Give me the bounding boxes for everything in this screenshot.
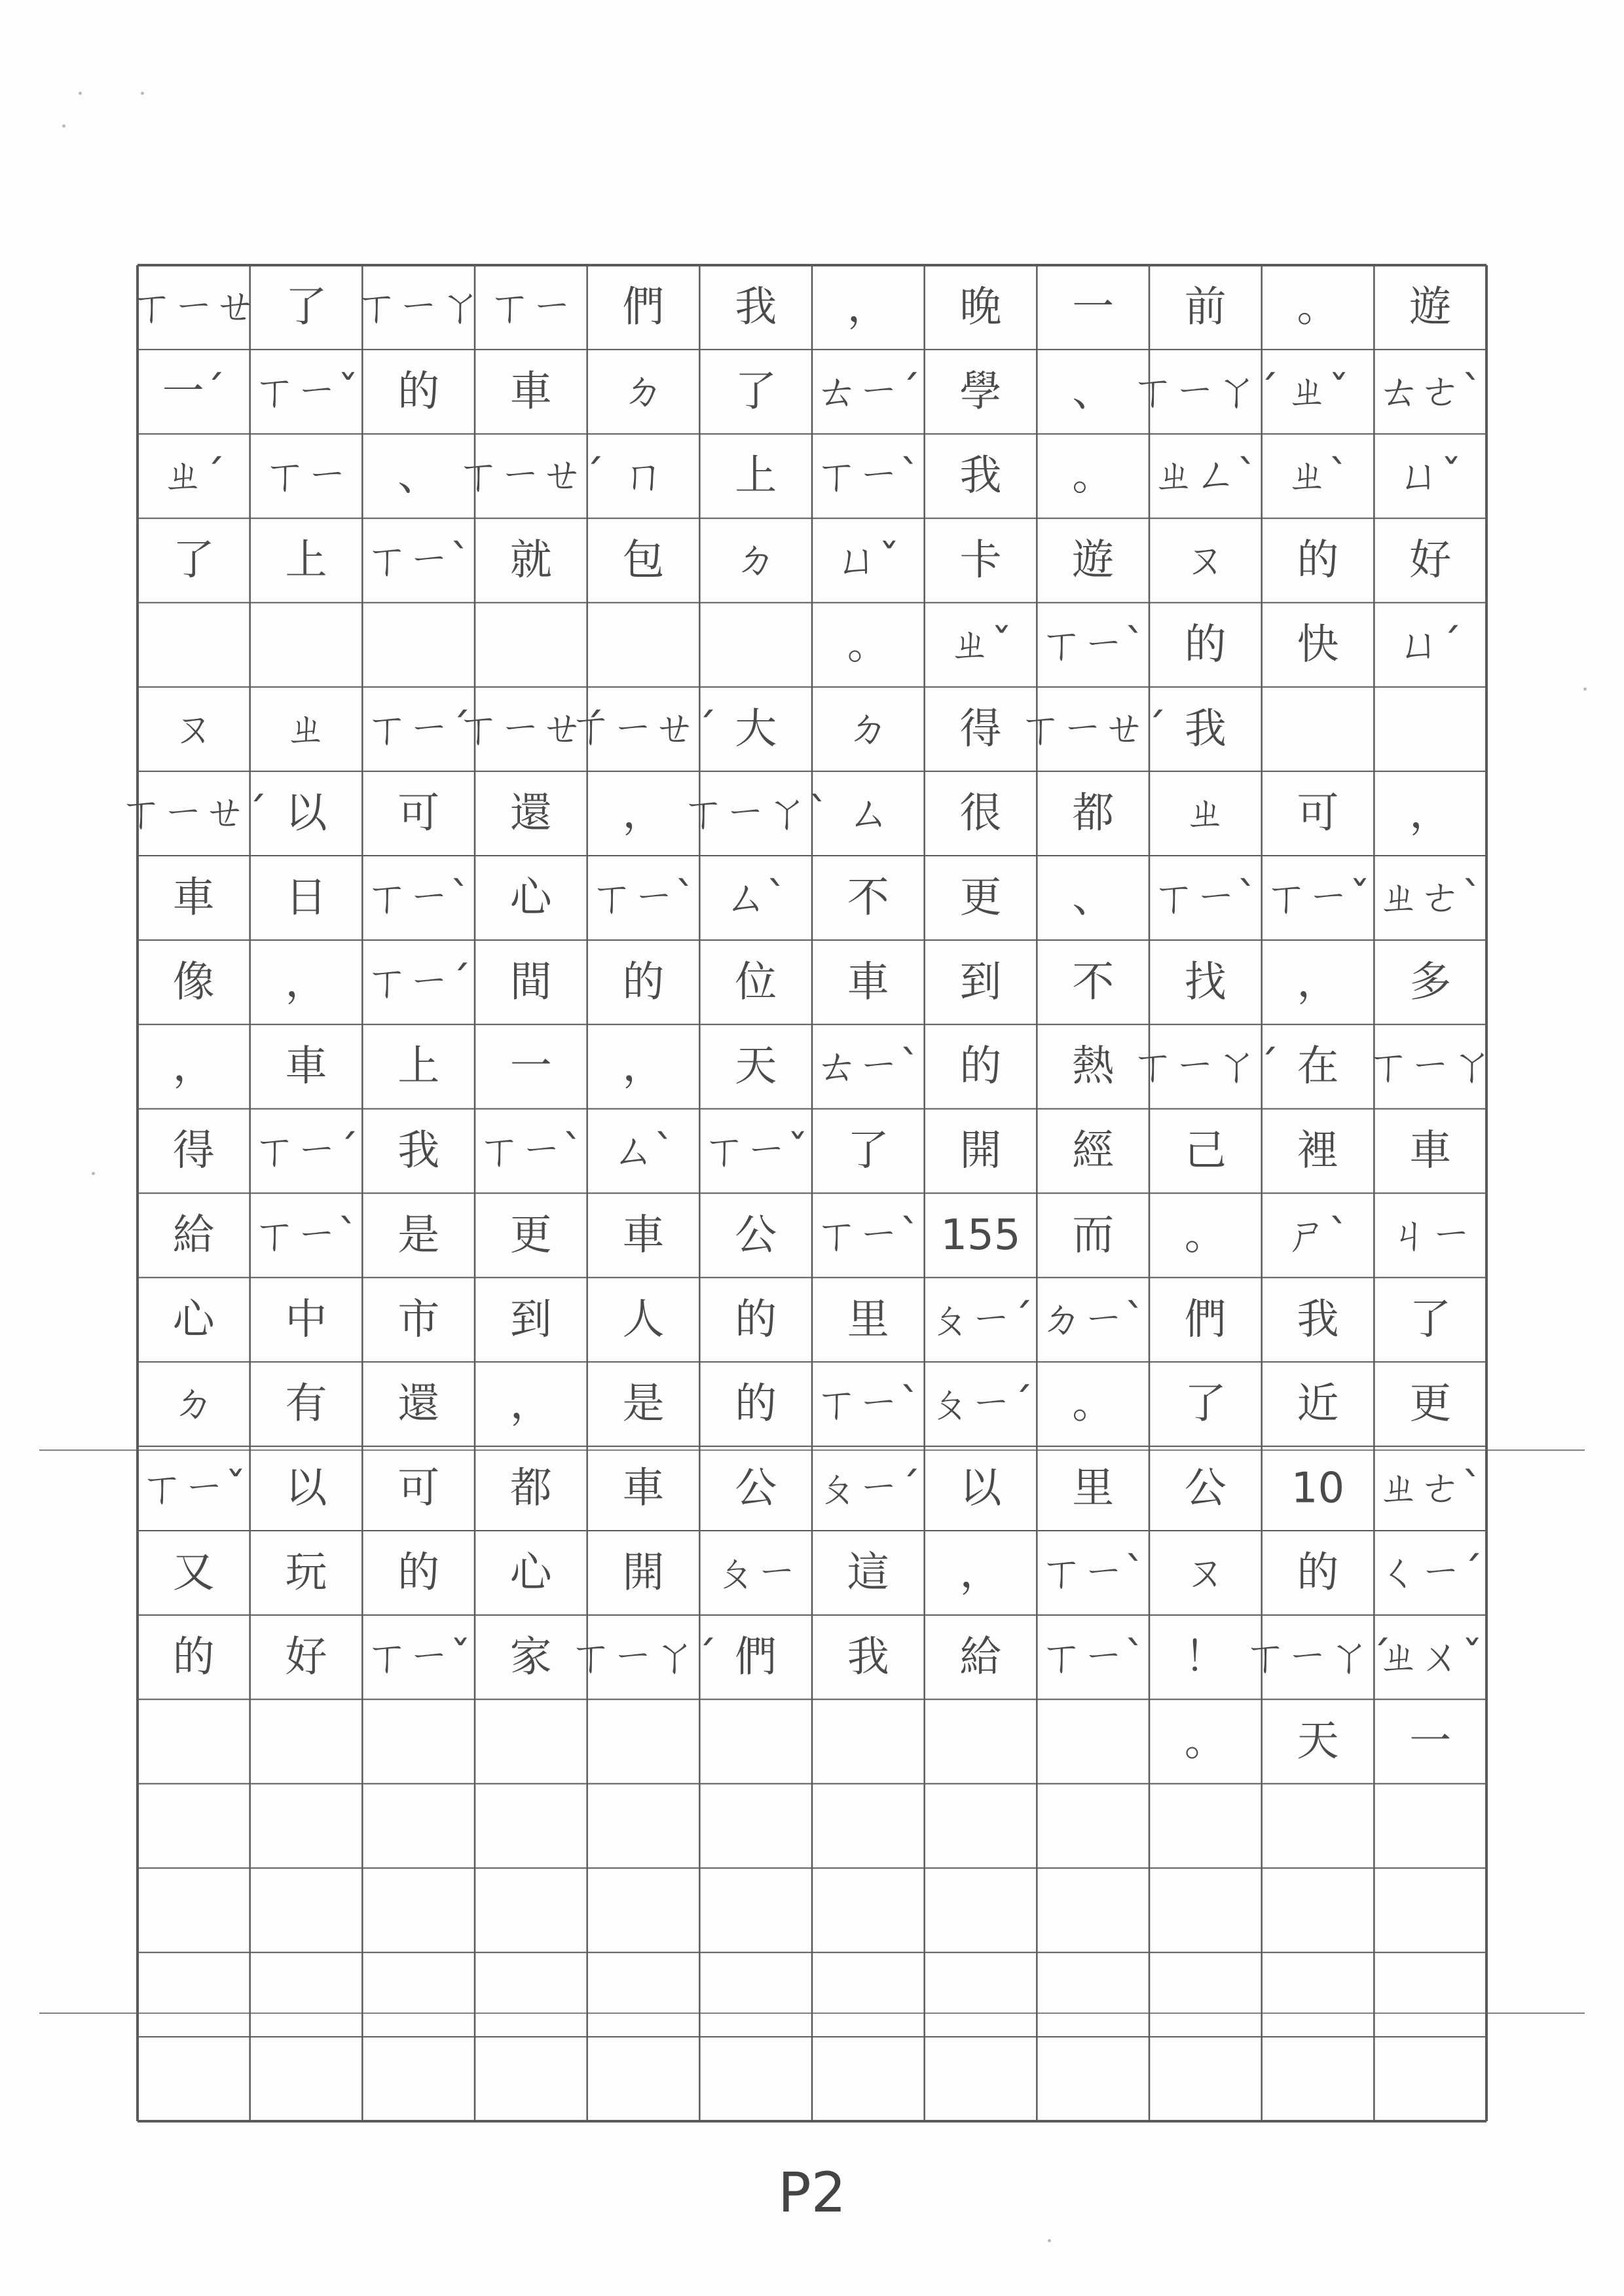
- manuscript-char: 車: [847, 958, 889, 1007]
- manuscript-char: 遊: [1409, 283, 1452, 332]
- manuscript-char: ㄉ: [847, 704, 889, 754]
- manuscript-char: ㄓˇ: [949, 620, 1012, 669]
- manuscript-char: 的: [172, 1633, 215, 1682]
- manuscript-char: 們: [1184, 1295, 1227, 1344]
- manuscript-char: 熱: [1072, 1042, 1115, 1091]
- manuscript-char: ㄒㄧˋ: [815, 1211, 921, 1260]
- manuscript-char: ㄕˋ: [1286, 1211, 1350, 1260]
- manuscript-char: ㄒㄧˋ: [366, 873, 471, 922]
- manuscript-char: 我: [1297, 1295, 1339, 1344]
- manuscript-char: 里: [847, 1295, 889, 1344]
- manuscript-char: ㄒㄧˋ: [366, 536, 471, 585]
- manuscript-char: 得: [959, 704, 1002, 754]
- manuscript-char: 我: [735, 283, 777, 332]
- manuscript-char: 都: [509, 1464, 552, 1513]
- manuscript-char: 可: [397, 789, 440, 838]
- manuscript-char: ㄒㄧˊ: [366, 704, 471, 754]
- manuscript-char: 己: [1184, 1127, 1227, 1176]
- manuscript-char: 的: [1297, 536, 1339, 585]
- manuscript-char: 我: [1184, 704, 1227, 754]
- manuscript-char: ㄩˊ: [1399, 620, 1462, 669]
- manuscript-char: ㄒㄧㄚˊ: [1244, 1633, 1392, 1682]
- manuscript-char: 們: [735, 1633, 777, 1682]
- manuscript-char: ㄒㄧㄝˊ: [120, 789, 267, 838]
- manuscript-char: 玩: [285, 1548, 327, 1597]
- manuscript-char: 近: [1297, 1379, 1339, 1429]
- manuscript-char: 可: [1297, 789, 1339, 838]
- manuscript-char: 了: [735, 367, 777, 416]
- manuscript-char: 。: [1184, 1211, 1227, 1260]
- manuscript-char: 上: [285, 536, 327, 585]
- manuscript-char: 公: [1184, 1464, 1227, 1513]
- manuscript-char: 很: [959, 789, 1002, 838]
- manuscript-char: 是: [622, 1379, 665, 1429]
- manuscript-char: ㄒㄧㄚˋ: [682, 789, 830, 838]
- manuscript-char: 車: [509, 367, 552, 416]
- manuscript-char: 位: [735, 958, 777, 1007]
- manuscript-char: 天: [735, 1042, 777, 1091]
- manuscript-char: 們: [622, 283, 665, 332]
- manuscript-char: 車: [622, 1211, 665, 1260]
- manuscript-char: 的: [622, 958, 665, 1007]
- manuscript-char: 車: [1409, 1127, 1452, 1176]
- manuscript-char: 了: [172, 536, 215, 585]
- manuscript-char: ㄒㄧˇ: [141, 1464, 246, 1513]
- manuscript-char: ㄓˋ: [1286, 452, 1350, 501]
- manuscript-char: 一: [509, 1042, 552, 1091]
- manuscript-char: 卡: [959, 536, 1002, 585]
- manuscript-char: ㄆㄧˊ: [928, 1379, 1033, 1429]
- manuscript-char: 以: [285, 789, 327, 838]
- manuscript-char: ㄒㄧㄝˊ: [570, 704, 717, 754]
- manuscript-char: ㄒㄧˊ: [366, 958, 471, 1007]
- manuscript-char: 就: [509, 536, 552, 585]
- manuscript-char: ，: [847, 283, 889, 332]
- scan-speck: [79, 92, 82, 95]
- manuscript-char: ㄆㄧˊ: [928, 1295, 1033, 1344]
- manuscript-char: 好: [285, 1633, 327, 1682]
- manuscript-char: ㄒㄧˇ: [366, 1633, 471, 1682]
- manuscript-char: 都: [1072, 789, 1115, 838]
- manuscript-char: 上: [397, 1042, 440, 1091]
- manuscript-char: 、: [397, 452, 440, 501]
- manuscript-char: 還: [509, 789, 552, 838]
- manuscript-char: 。: [1184, 1717, 1227, 1766]
- manuscript-char: ㄒㄧㄝˊ: [457, 704, 604, 754]
- manuscript-char: ㄒㄧ: [489, 283, 573, 332]
- page-number: P2: [777, 2160, 847, 2225]
- manuscript-char: 車: [172, 873, 215, 922]
- manuscript-char: 給: [959, 1633, 1002, 1682]
- manuscript-char: ㄊㄧˊ: [815, 367, 921, 416]
- manuscript-char: 是: [397, 1211, 440, 1260]
- manuscript-char: 車: [622, 1464, 665, 1513]
- manuscript-char: 遊: [1072, 536, 1115, 585]
- manuscript-char: ㄉ: [622, 367, 665, 416]
- manuscript-char: 一: [1072, 283, 1115, 332]
- manuscript-char: 車: [285, 1042, 327, 1091]
- manuscript-char: 前: [1184, 283, 1227, 332]
- manuscript-char: ㄆㄧˊ: [815, 1464, 921, 1513]
- manuscript-char: 了: [285, 283, 327, 332]
- manuscript-char: 更: [959, 873, 1002, 922]
- manuscript-char: 心: [509, 1548, 552, 1597]
- manuscript-char: ㄓˇ: [1286, 367, 1350, 416]
- manuscript-char: 可: [397, 1464, 440, 1513]
- manuscript-char: 。: [847, 620, 889, 669]
- manuscript-char: ㄒㄧㄚˊ: [1132, 1042, 1279, 1091]
- manuscript-char: 大: [735, 704, 777, 754]
- manuscript-char: ㄊㄜˋ: [1378, 367, 1483, 416]
- manuscript-char: 心: [172, 1295, 215, 1344]
- manuscript-char: 的: [397, 1548, 440, 1597]
- manuscript-char: 學: [959, 367, 1002, 416]
- manuscript-char: ㄒㄧˋ: [815, 1379, 921, 1429]
- manuscript-char: ㄓㄜˋ: [1378, 1464, 1483, 1513]
- manuscript-char: 家: [509, 1633, 552, 1682]
- manuscript-char: 里: [1072, 1464, 1115, 1513]
- manuscript-char: ㄓㄜˋ: [1378, 873, 1483, 922]
- manuscript-char: ㄡ: [172, 704, 215, 754]
- manuscript-char: 快: [1297, 620, 1339, 669]
- manuscript-char: 像: [172, 958, 215, 1007]
- manuscript-char: 不: [1072, 958, 1115, 1007]
- manuscript-char: 155: [940, 1211, 1021, 1260]
- manuscript-char: 天: [1297, 1717, 1339, 1766]
- scan-speck: [141, 92, 144, 95]
- manuscript-char: ㄆㄧ: [714, 1548, 798, 1597]
- manuscript-char: ㄒㄧㄚ: [356, 283, 482, 332]
- manuscript-char: ㄒㄧˋ: [815, 452, 921, 501]
- manuscript-char: 中: [285, 1295, 327, 1344]
- manuscript-char: ！: [1184, 1633, 1227, 1682]
- manuscript-char: 我: [397, 1127, 440, 1176]
- manuscript-char: ㄇ: [622, 452, 665, 501]
- scan-speck: [1583, 687, 1587, 691]
- manuscript-char: 、: [1072, 873, 1115, 922]
- manuscript-char: 給: [172, 1211, 215, 1260]
- manuscript-char: 的: [397, 367, 440, 416]
- manuscript-char: ㄒㄧㄝˊ: [1020, 704, 1167, 754]
- manuscript-char: 還: [397, 1379, 440, 1429]
- manuscript-char: 而: [1072, 1211, 1115, 1260]
- manuscript-char: 的: [735, 1295, 777, 1344]
- manuscript-char: ㄒㄧㄚˊ: [570, 1633, 717, 1682]
- manuscript-char: 日: [285, 873, 327, 922]
- manuscript-char: ㄒㄧˋ: [1153, 873, 1258, 922]
- manuscript-char: 了: [1409, 1295, 1452, 1344]
- manuscript-char: 的: [959, 1042, 1002, 1091]
- manuscript-char: ㄓ: [1184, 789, 1227, 838]
- manuscript-char: 一ˊ: [162, 367, 225, 416]
- manuscript-char: ㄒㄧˋ: [1041, 1633, 1146, 1682]
- manuscript-char: 我: [847, 1633, 889, 1682]
- manuscript-char: 。: [1072, 452, 1115, 501]
- manuscript-char: 的: [735, 1379, 777, 1429]
- manuscript-char: ㄓ: [285, 704, 327, 754]
- manuscript-char: ㄒㄧ: [264, 452, 348, 501]
- manuscript-char: ㄙ: [847, 789, 889, 838]
- manuscript-char: 更: [1409, 1379, 1452, 1429]
- manuscript-char: 不: [847, 873, 889, 922]
- manuscript-char: 間: [509, 958, 552, 1007]
- manuscript-char: 在: [1297, 1042, 1339, 1091]
- manuscript-char: ㄡ: [1184, 536, 1227, 585]
- manuscript-char: ㄒㄧˋ: [1041, 620, 1146, 669]
- manuscript-char: ㄓˊ: [162, 452, 225, 501]
- manuscript-char: ㄒㄧㄝ: [130, 283, 257, 332]
- manuscript-char: 開: [622, 1548, 665, 1597]
- manuscript-char: ㄒㄧㄝˊ: [457, 452, 604, 501]
- manuscript-char: 到: [509, 1295, 552, 1344]
- manuscript-char: 的: [1297, 1548, 1339, 1597]
- manuscript-char: ㄒㄧˇ: [1265, 873, 1371, 922]
- manuscript-char: ㄉ: [735, 536, 777, 585]
- manuscript-char: ，: [1297, 958, 1339, 1007]
- manuscript-char: 好: [1409, 536, 1452, 585]
- manuscript-char: 公: [735, 1211, 777, 1260]
- manuscript-char: 更: [509, 1211, 552, 1260]
- manuscript-char: ㄒㄧㄚ: [1367, 1042, 1494, 1091]
- manuscript-char: ㄒㄧˇ: [703, 1127, 809, 1176]
- manuscript-char: ，: [622, 789, 665, 838]
- manuscript-char: ㄙˋ: [724, 873, 788, 922]
- manuscript-char: 人: [622, 1295, 665, 1344]
- manuscript-char: 10: [1291, 1464, 1345, 1513]
- manuscript-char: ㄊㄧˋ: [815, 1042, 921, 1091]
- manuscript-char: ㄒㄧˋ: [1041, 1548, 1146, 1597]
- manuscript-char: 我: [959, 452, 1002, 501]
- manuscript-char: 晚: [959, 283, 1002, 332]
- manuscript-char: ㄓㄨˇ: [1378, 1633, 1483, 1682]
- scan-speck: [1048, 2239, 1051, 2242]
- manuscript-char: ㄒㄧˊ: [253, 1127, 359, 1176]
- manuscript-char: 包: [622, 536, 665, 585]
- manuscript-char: ㄓㄥˋ: [1153, 452, 1258, 501]
- manuscript-char: ，: [622, 1042, 665, 1091]
- manuscript-char: ㄒㄧˇ: [253, 367, 359, 416]
- manuscript-char: 得: [172, 1127, 215, 1176]
- manuscript-char: 這: [847, 1548, 889, 1597]
- manuscript-char: 心: [509, 873, 552, 922]
- manuscript-char: 了: [847, 1127, 889, 1176]
- manuscript-char: ㄙˋ: [612, 1127, 675, 1176]
- manuscript-char: ㄡ: [1184, 1548, 1227, 1597]
- manuscript-char: ，: [959, 1548, 1002, 1597]
- manuscript-char: 開: [959, 1127, 1002, 1176]
- manuscript-char: ㄩˇ: [1399, 452, 1462, 501]
- manuscript-char: ，: [285, 958, 327, 1007]
- manuscript-char: 經: [1072, 1127, 1115, 1176]
- manuscript-char: ㄒㄧㄚˊ: [1132, 367, 1279, 416]
- manuscript-char: 又: [172, 1548, 215, 1597]
- manuscript-char: 有: [285, 1379, 327, 1429]
- manuscript-char: ㄑㄧˊ: [1378, 1548, 1483, 1597]
- manuscript-char: 了: [1184, 1379, 1227, 1429]
- manuscript-char: 。: [1072, 1379, 1115, 1429]
- manuscript-char: 公: [735, 1464, 777, 1513]
- manuscript-char: ㄉ: [172, 1379, 215, 1429]
- manuscript-char: 以: [959, 1464, 1002, 1513]
- manuscript-char: 。: [1297, 283, 1339, 332]
- manuscript-char: 一: [1409, 1717, 1452, 1766]
- scan-speck: [62, 124, 65, 128]
- manuscript-char: 多: [1409, 958, 1452, 1007]
- manuscript-char: 找: [1184, 958, 1227, 1007]
- manuscript-char: 上: [735, 452, 777, 501]
- manuscript-char: ㄒㄧˋ: [253, 1211, 359, 1260]
- manuscript-char: 以: [285, 1464, 327, 1513]
- manuscript-char: 市: [397, 1295, 440, 1344]
- manuscript-char: ，: [509, 1379, 552, 1429]
- manuscript-char: 的: [1184, 620, 1227, 669]
- manuscript-char: ㄐㄧ: [1388, 1211, 1473, 1260]
- manuscript-char: ㄩˇ: [836, 536, 900, 585]
- manuscript-char: ㄒㄧˋ: [591, 873, 696, 922]
- manuscript-char: 到: [959, 958, 1002, 1007]
- manuscript-char: ㄉㄧˋ: [1041, 1295, 1146, 1344]
- manuscript-char: 、: [1072, 367, 1115, 416]
- manuscript-char: 裡: [1297, 1127, 1339, 1176]
- manuscript-char: ，: [172, 1042, 215, 1091]
- manuscript-char: ，: [1409, 789, 1452, 838]
- scan-speck: [92, 1172, 95, 1175]
- manuscript-char: ㄒㄧˋ: [478, 1127, 583, 1176]
